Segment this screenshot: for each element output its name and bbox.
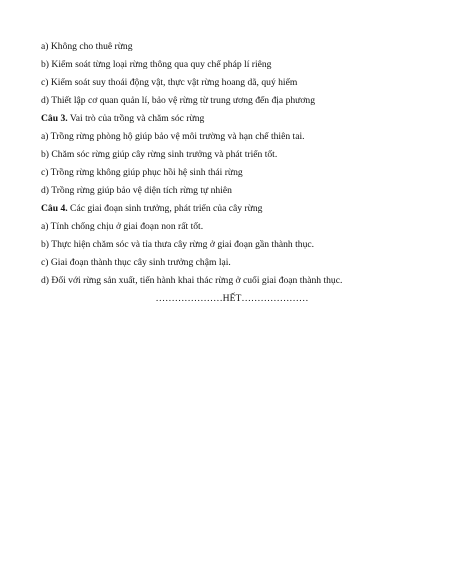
- question-4-number: Câu 4.: [41, 203, 68, 214]
- option-c: c) Giai đoạn thành thục cây sinh trưởng chậm lại.: [41, 257, 231, 268]
- end-marker: …………………HẾT…………………: [155, 293, 309, 304]
- question-3-heading: [41, 110, 421, 128]
- question-4-heading: [41, 200, 421, 218]
- option-b: b) Thực hiện chăm sóc và tỉa thưa cây rừng ở giai đoạn gần thành thục.: [41, 239, 315, 250]
- question-3-number: Câu 3.: [41, 113, 68, 124]
- question-4-text: Các giai đoạn sinh trưởng, phát triển của cây rừng: [67, 203, 263, 214]
- option-d: d) Trồng rừng giúp bảo vệ diện tích rừng tự nhiên: [41, 185, 232, 196]
- document-page: [41, 38, 421, 308]
- option-d: d) Thiết lập cơ quan quản lí, bảo vệ rừng từ trung ương đến địa phương: [41, 95, 316, 106]
- option-a: a) Không cho thuê rừng: [41, 41, 133, 52]
- question-4: [41, 200, 421, 290]
- option-b: b) Kiểm soát từng loại rừng thông qua quy chế pháp lí riêng: [41, 59, 272, 70]
- option-a: a) Tính chống chịu ở giai đoạn non rất tốt.: [41, 221, 204, 232]
- option-c: c) Kiểm soát suy thoái động vật, thực vật rừng hoang dã, quý hiếm: [41, 77, 298, 88]
- option-c: c) Trồng rừng không giúp phục hồi hệ sinh thái rừng: [41, 167, 243, 178]
- option-b: b) Chăm sóc rừng giúp cây rừng sinh trưởng và phát triển tốt.: [41, 149, 278, 160]
- question-3-text: Vai trò của trồng và chăm sóc rừng: [67, 113, 205, 124]
- question-3: [41, 110, 421, 200]
- previous-question-options: [41, 38, 421, 110]
- option-a: a) Trồng rừng phòng hộ giúp bảo vệ môi trường và hạn chế thiên tai.: [41, 131, 305, 142]
- option-d: d) Đối với rừng sản xuất, tiến hành khai thác rừng ở cuối giai đoạn thành thục.: [41, 275, 343, 286]
